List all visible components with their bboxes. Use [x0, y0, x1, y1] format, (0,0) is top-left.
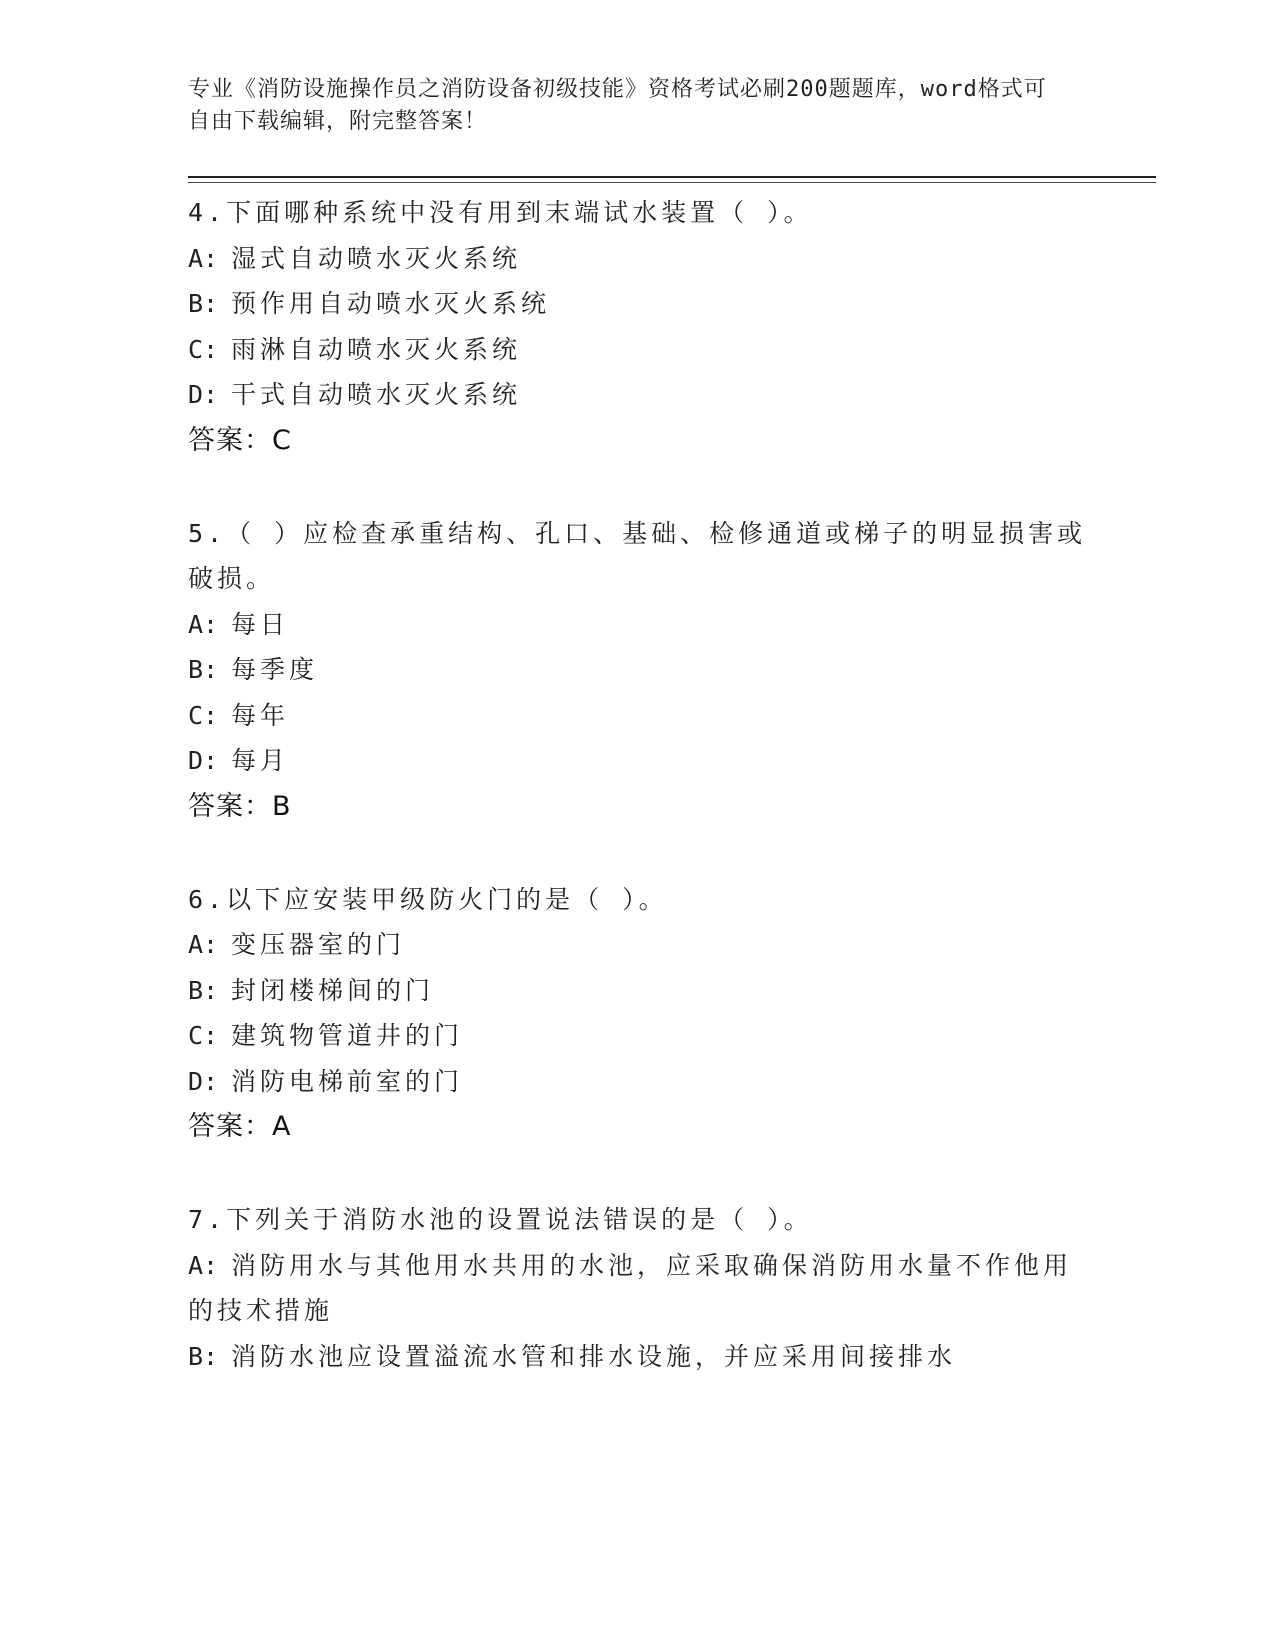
option-b	[188, 647, 1088, 693]
question-stem: 5.（ ）应检查承重结构、孔口、基础、检修通道或梯子的明显损害或破损。	[188, 518, 1087, 593]
question-5	[188, 511, 1088, 830]
option-key: D:	[188, 746, 219, 775]
option-text: 预作用自动喷水灭火系统	[231, 289, 551, 318]
option-key: B:	[188, 655, 219, 684]
option-key: A:	[188, 930, 219, 959]
question-stem: 4.下面哪种系统中没有用到末端试水装置（ ）。	[188, 198, 813, 227]
option-d	[188, 372, 1088, 418]
question-stem: 7.下列关于消防水池的设置说法错误的是（ ）。	[188, 1205, 813, 1234]
option-d	[188, 1059, 1088, 1105]
option-c	[188, 327, 1088, 373]
option-b	[188, 1334, 1088, 1380]
option-b	[188, 968, 1088, 1014]
option-text: 消防用水与其他用水共用的水池，应采取确保消防用水量不作他用的技术措施	[188, 1250, 1073, 1325]
option-text: 变压器室的门	[231, 930, 406, 959]
header-divider-thin	[188, 182, 1156, 183]
option-d	[188, 738, 1088, 784]
option-key: A:	[188, 609, 219, 639]
question-list	[188, 190, 1088, 1426]
option-key: D:	[188, 1066, 219, 1096]
answer-line: 答案：A	[188, 1111, 292, 1142]
option-text: 每月	[231, 746, 290, 775]
option-text: 干式自动喷水灭火系统	[231, 380, 522, 409]
option-key: D:	[188, 380, 219, 409]
question-7	[188, 1197, 1088, 1379]
option-key: A:	[188, 1250, 219, 1280]
option-text: 每年	[231, 700, 290, 730]
option-text: 封闭楼梯间的门	[231, 975, 435, 1005]
question-4	[188, 190, 1088, 464]
option-key: B:	[188, 975, 219, 1005]
option-text: 建筑物管道井的门	[231, 1021, 464, 1050]
option-key: C:	[188, 334, 219, 364]
option-a	[188, 236, 1088, 282]
option-text: 湿式自动喷水灭火系统	[231, 243, 522, 273]
answer-line: 答案：B	[188, 790, 292, 822]
answer-line: 答案：C	[188, 424, 292, 456]
option-b	[188, 281, 1088, 327]
option-key: C:	[188, 700, 219, 730]
option-text: 消防水池应设置溢流水管和排水设施，并应采用间接排水	[231, 1341, 957, 1371]
document-header: 专业《消防设施操作员之消防设备初级技能》资格考试必刷200题题库，word格式可自由下载编辑，附完整答案！	[188, 77, 1047, 134]
option-key: A:	[188, 243, 219, 273]
question-6	[188, 877, 1088, 1151]
option-a	[188, 1243, 1088, 1334]
option-c	[188, 1013, 1088, 1059]
option-c	[188, 693, 1088, 739]
option-text: 每季度	[231, 655, 319, 684]
option-key: B:	[188, 1341, 219, 1371]
option-a	[188, 602, 1088, 648]
option-a	[188, 922, 1088, 968]
option-key: B:	[188, 289, 219, 318]
option-text: 雨淋自动喷水灭火系统	[231, 334, 522, 364]
header-divider-thick	[188, 176, 1156, 178]
option-text: 消防电梯前室的门	[231, 1066, 464, 1096]
option-key: C:	[188, 1021, 219, 1050]
question-stem: 6.以下应安装甲级防火门的是（ ）。	[188, 884, 668, 914]
option-text: 每日	[231, 609, 290, 639]
